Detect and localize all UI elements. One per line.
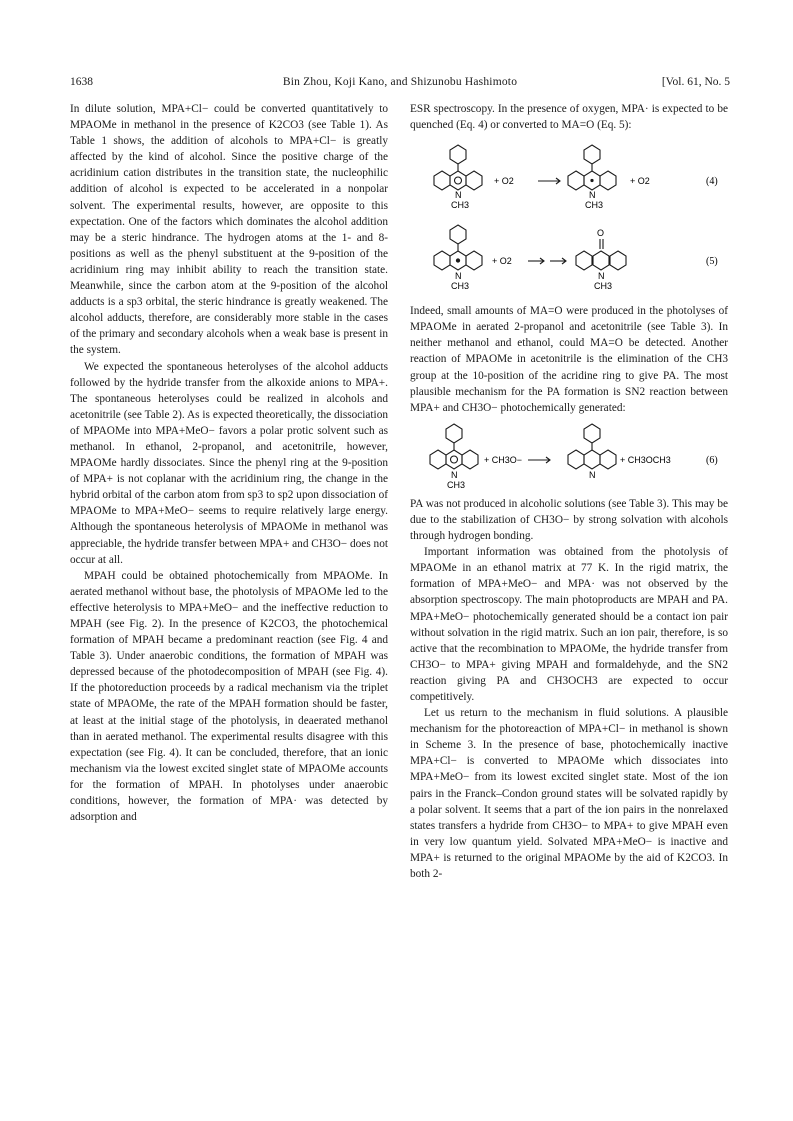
eq6-ch3: CH3 xyxy=(447,479,466,490)
eq5-o2: + O2 xyxy=(492,256,512,267)
eq6-ch3och3: + CH3OCH3 xyxy=(620,454,671,465)
eq5-label: (5) xyxy=(706,256,718,268)
equation-5-scheme xyxy=(410,221,728,297)
eq6-ch3o-minus: + CH3O− xyxy=(484,454,523,465)
equation-4 xyxy=(410,137,728,215)
volume-info: [Vol. 61, No. 5 xyxy=(661,76,730,88)
eq5-n-1: N xyxy=(455,271,462,282)
eq6-label: (6) xyxy=(706,454,718,466)
paragraph-pa-not-produced: PA was not produced in alcoholic solutions (see Table 3). This may be due to the stabilization of CH3O− by strong solvation with alcohols through hydrogen bonding. xyxy=(410,497,728,543)
equation-6 xyxy=(410,420,728,490)
page-header xyxy=(70,76,730,92)
equation-5 xyxy=(410,221,728,297)
page-number: 1638 xyxy=(70,76,93,88)
eq5-n-2: N xyxy=(598,271,605,282)
right-column xyxy=(410,101,728,882)
equation-6-scheme xyxy=(410,420,728,490)
eq6-n-2: N xyxy=(589,469,596,480)
paragraph-heterolyses: We expected the spontaneous heterolyses of the alcohol adducts followed by the hydride transfer from the alkoxide anions to MPA+. The spontaneous heterolyses could be realized in alcohols and acetonitrile (see Table 2). As is expected theoretically, the dissociation of MPAOMe into MPA+MeO− favors a polar protic solvent such as methanol. In ethanol, 2-propanol, and acetonitrile, however, MPAOMe hardly dissociates. Since the phenyl ring at the 9-position of MPA+ is not coplanar with the acridinium ring, the change in the hybrid orbital of the carbon atom from sp3 to sp2 upon dissociation of MPAOMe to MPA+MeO− seems to require relatively large energy. Although the spontaneous heterolysis of MPAOMe in methanol was appreciable, the hydride transfer between MPA+ and CH3O− does not occur at all. xyxy=(70,360,388,566)
paragraph-ma-o: Indeed, small amounts of MA=O were produced in the photolyses of MPAOMe in aerated 2-propanol and acetonitrile (see Table 3). In neither methanol and ethanol, could MA=O be detected. Another reaction of MPAOMe in acetonitrile is the elimination of the CH3 group at the 10-position of the acridine ring to give PA. The most plausible mechanism for the PA formation is SN2 reaction between MPA+ and CH3O− photochemically generated: xyxy=(410,305,728,414)
eq6-n-1: N xyxy=(451,469,458,480)
eq5-oxygen: O xyxy=(597,228,605,239)
eq4-n-2: N xyxy=(589,190,596,201)
eq4-o2-minus: + O2 xyxy=(630,176,650,187)
paragraph-mpah-photochemical: MPAH could be obtained photochemically from MPAOMe. In aerated methanol without base, the photolysis of MPAOMe led to the effective heterolysis to MPA+MeO− and the ineffective reduction to MPAH (see Fig. 2). In the presence of K2CO3, the photochemical formation of MPAH became a predominant reaction (see Fig. 4 and Table 3). Under anaerobic conditions, the formation of MPAH was depressed because of the photodecomposition of MPAH (see Fig. 4). If the photoreduction proceeds by a radical mechanism via the triplet state of MPAOMe, the rate of the MPAH formation should be faster, at least at the initial stage of the photolysis, in deaerated methanol than in aerated methanol. The experimental results disagree with this expectation (see Fig. 4). It can be concluded, therefore, that an ionic mechanism via the lowest excited singlet state of MPAOMe accounts for the formation of MPAH. In photolyses under anaerobic conditions, however, the formation of MPA· was detected by adsorption and xyxy=(70,569,388,824)
eq5-ch3-1: CH3 xyxy=(451,281,470,292)
paragraph-ethanol-matrix: Important information was obtained from the photolysis of MPAOMe in an ethanol matrix at 77 K. In the rigid matrix, the formation of MPA+MeO− and MPA· was not observed by the absorption spectroscopy. The main photoproducts are MPAH and PA. MPA+MeO− photochemically generated should be a contact ion pair without solvation in the rigid matrix. Such an ion pair, therefore, is so active that the recombination to MPAOMe, the hydride transfer from CH3O− to MPA+ giving MPAH and formaldehyde, and the SN2 reaction giving PA and CH3OCH3 are expected to occur competitively. xyxy=(410,546,728,703)
eq4-ch3-1: CH3 xyxy=(451,200,470,211)
eq4-ch3-2: CH3 xyxy=(585,200,604,211)
eq4-label: (4) xyxy=(706,176,718,188)
equation-4-scheme xyxy=(410,137,728,215)
running-authors: Bin Zhou, Koji Kano, and Shizunobu Hashimoto xyxy=(282,76,518,88)
paragraph-mechanism: Let us return to the mechanism in fluid solutions. A plausible mechanism for the photoreaction of MPA+Cl− in methanol is shown in Scheme 3. In the presence of base, photochemically inactive MPA+Cl− is converted to MPAOMe which dissociates into MPA+MeO− from its lowest excited singlet state. Most of the ion pairs in the Franck–Condon ground states will be solvated rapidly by a polar solvent. It seems that a part of the ion pairs in the nonrelaxed states transfers a hydride from CH3O− to MPA+ to give MPAH even in very low quantum yield. Solvated MPA+MeO− is inactive and MPA+ is returned to the original MPAOMe by the aid of K2CO3. In both 2- xyxy=(410,707,728,880)
left-column xyxy=(70,101,388,825)
eq4-n-1: N xyxy=(455,190,462,201)
eq4-o2: + O2 xyxy=(494,176,514,187)
paragraph-dilute-solution: In dilute solution, MPA+Cl− could be converted quantitatively to MPAOMe in methanol in the presence of K2CO3 (see Table 1). As Table 1 shows, the addition of alcohols to MPA+Cl− is greatly affected by the kind of alcohol. Since the positive charge of the acridinium cation distributes in the transition state, the nucleophilic addition of alcohol is expected to be accelerated in a nonpolar solvent. The experimental results, however, are opposite to this expectation. One of the factors which dominates the alcohol addition may be a steric hindrance. The hydrogen atoms at the 1- and 8-positions as well as the phenyl substituent at the 9-position of the acridinium ring may inhibit ability to reach the transition state. Meanwhile, since the carbon atom at the 9-position of the alcohol adducts is a sp3 orbital, the steric hindrance is greatly weakened. The alcohol adducts, therefore, are considerably more stable in the cases of the primary and secondary alcohols when a weak base is present in the system. xyxy=(70,103,388,357)
eq5-ch3-2: CH3 xyxy=(594,281,613,292)
paragraph-esr: ESR spectroscopy. In the presence of oxygen, MPA· is expected to be quenched (Eq. 4) or converted to MA=O (Eq. 5): xyxy=(410,103,728,132)
